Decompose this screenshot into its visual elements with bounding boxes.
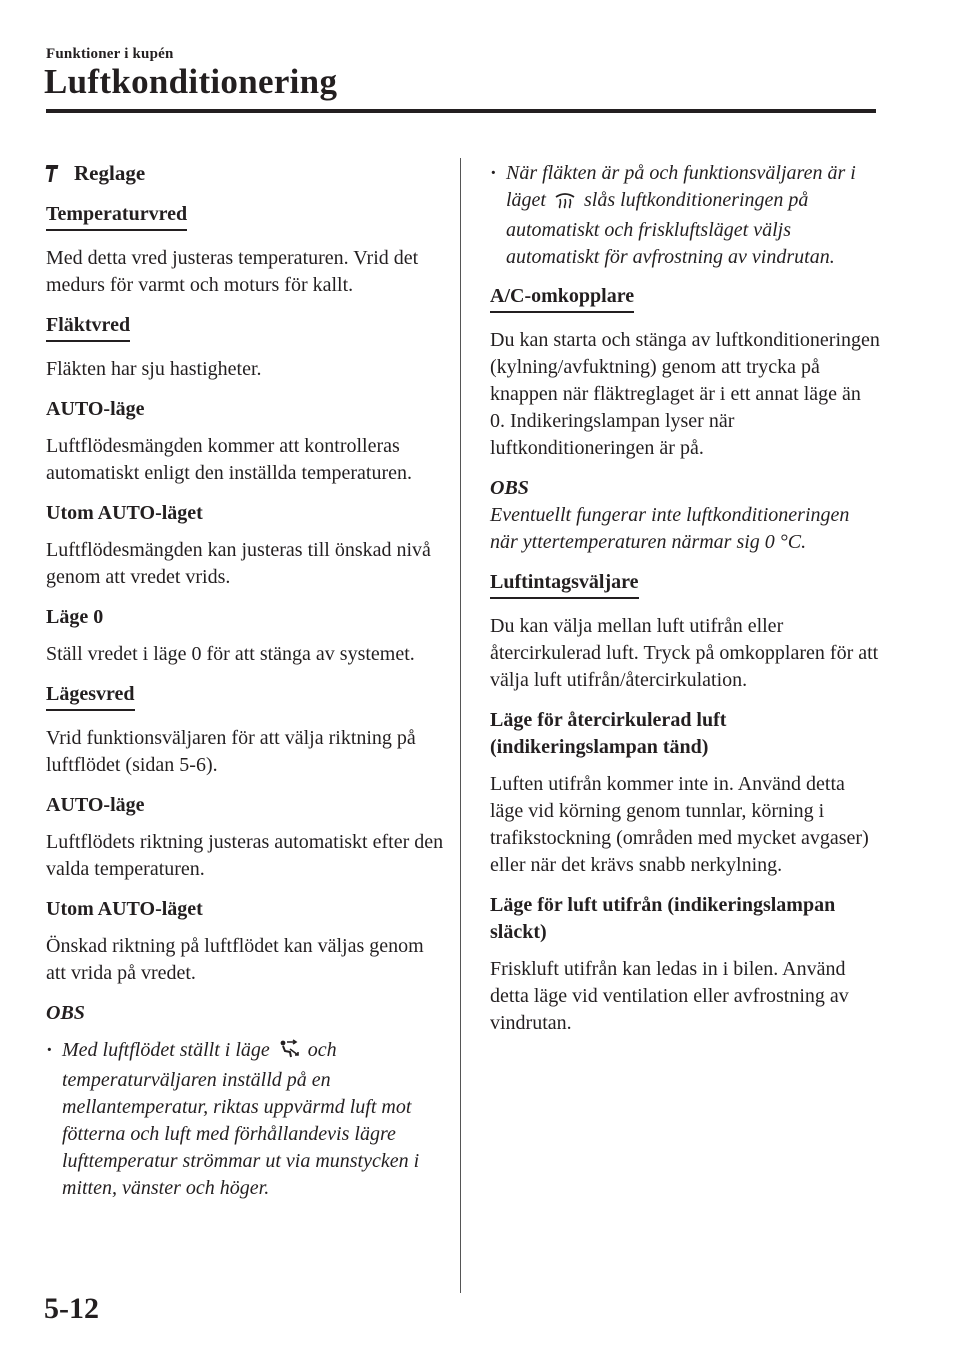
ac-obs-label: OBS (490, 477, 529, 499)
page-title: Luftkonditionering (44, 62, 338, 101)
defrost-icon (554, 189, 576, 217)
fan-dial-heading: Fläktvred (46, 312, 130, 342)
recirculation-text: Luften utifrån kommer inte in. Använd detta läge vid körning genom tunnlar, körning i trafikstockning (områden med mycket avgaser) eller när det krävs snabb nerkylning. (490, 773, 869, 876)
mode-except-auto-text: Önskad riktning på luftflödet kan väljas genom att vrida på vredet. (46, 935, 424, 984)
section-heading-text: Reglage (74, 161, 146, 185)
bullet-text-end: slås luftkonditioneringen på automatiskt och friskluftsläget väljs automatiskt för avfrostning av vindrutan. (506, 189, 835, 268)
right-column (490, 160, 880, 1050)
outside-air-heading: Läge för luft utifrån (indikeringslampan släckt) (490, 894, 836, 943)
recirculation-heading: Läge för återcirkulerad luft (indikeringslampan tänd) (490, 709, 727, 758)
mode-dial-text: Vrid funktionsväljaren för att välja riktning på luftflödet (sidan 5-6). (46, 727, 416, 776)
bi-level-airflow-icon (278, 1039, 300, 1067)
obs-list-continued (490, 160, 880, 271)
page-number: 5-12 (44, 1292, 99, 1325)
temperature-dial-text: Med detta vred justeras temperaturen. Vrid det medurs för varmt och moturs för kallt. (46, 247, 419, 296)
air-intake-heading: Luftintagsväljare (490, 569, 639, 599)
fan-dial-text: Fläkten har sju hastigheter. (46, 358, 262, 380)
air-intake-text: Du kan välja mellan luft utifrån eller återcirkulerad luft. Tryck på omkopplaren för att välja luft utifrån/återcirkulation. (490, 615, 879, 691)
header-section: Funktioner i kupén (46, 46, 174, 62)
fan-position-zero-heading: Läge 0 (46, 606, 104, 628)
fan-except-auto-text: Luftflödesmängden kan justeras till önskad nivå genom att vredet vrids. (46, 539, 431, 588)
obs-label: OBS (46, 1002, 85, 1024)
mode-auto-heading: AUTO-läge (46, 794, 145, 816)
column-divider (460, 158, 461, 1293)
fan-auto-text: Luftflödesmängden kommer att kontrolleras automatiskt enligt den inställda temperaturen. (46, 435, 413, 484)
fan-auto-heading: AUTO-läge (46, 398, 145, 420)
section-heading (46, 160, 446, 187)
ac-switch-heading: A/C-omkopplare (490, 283, 634, 313)
bullet-text-end: och temperaturväljaren inställd på en mellantemperatur, riktas uppvärmd luft mot fötterna och luft med förhållandevis lägre lufttemperatur strömmar ut via munstycken i mitten, vänster och höger. (62, 1039, 420, 1199)
obs-list (46, 1037, 446, 1202)
ac-obs-text: Eventuellt fungerar inte luftkonditioneringen när yttertemperaturen närmar sig 0 °C. (490, 504, 850, 553)
mode-dial-heading: Lägesvred (46, 681, 135, 711)
temperature-dial-heading: Temperaturvred (46, 201, 187, 231)
list-item (46, 1037, 446, 1202)
list-item (490, 160, 880, 271)
fan-except-auto-heading: Utom AUTO-läget (46, 502, 203, 524)
mode-except-auto-heading: Utom AUTO-läget (46, 898, 203, 920)
bullet-text-start: När fläkten är på och funktionsväljaren är i läget (506, 162, 856, 211)
ac-switch-text: Du kan starta och stänga av luftkonditioneringen (kylning/avfuktning) genom att trycka på knappen när fläktreglaget är i ett annat läge än 0. Indikeringslampan lyser när luftkonditioneringen är på. (490, 329, 880, 459)
mode-auto-text: Luftflödets riktning justeras automatiskt efter den valda temperaturen. (46, 831, 444, 880)
section-marker-icon (46, 165, 58, 183)
header-rule (46, 109, 876, 113)
fan-position-zero-text: Ställ vredet i läge 0 för att stänga av systemet. (46, 643, 415, 665)
bullet-text-start: Med luftflödet ställt i läge (62, 1039, 270, 1061)
outside-air-text: Friskluft utifrån kan ledas in i bilen. Använd detta läge vid ventilation eller avfrostning av vindrutan. (490, 958, 849, 1034)
left-column (46, 160, 446, 1214)
